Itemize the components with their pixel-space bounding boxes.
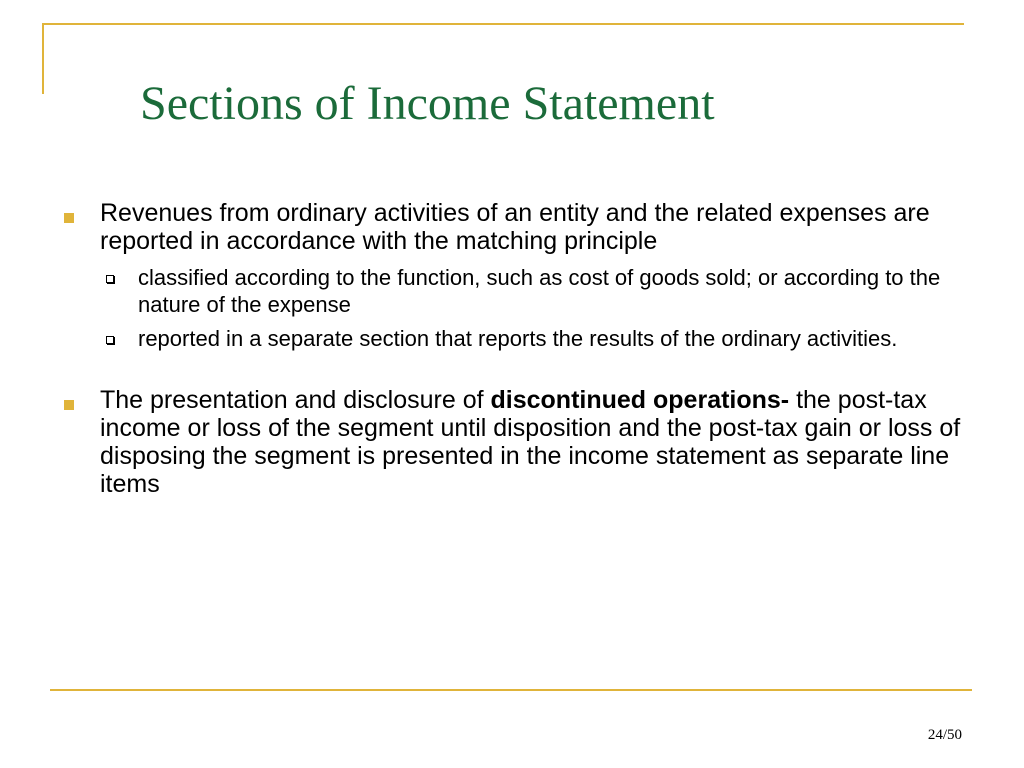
left-border-line (42, 23, 44, 94)
bullet-text: Revenues from ordinary activities of an entity and the related expenses are reported in accordance with the matching principle (100, 199, 930, 255)
bullet-item-1 (100, 199, 970, 255)
top-border-line (42, 23, 964, 25)
sub-bullet-text: classified according to the function, such as cost of goods sold; or according to the nature of the expense (138, 265, 941, 317)
hollow-square-bullet-icon (106, 275, 114, 283)
sub-bullet-text: reported in a separate section that reports the results of the ordinary activities. (138, 326, 898, 351)
sub-bullet-item-1 (138, 264, 973, 318)
bullet-text-prefix: The presentation and disclosure of (100, 386, 491, 414)
hollow-square-bullet-icon (106, 336, 114, 344)
page-number: 24/50 (927, 727, 962, 743)
square-bullet-icon (64, 213, 74, 223)
bottom-border-line (50, 689, 972, 691)
bullet-item-2 (100, 386, 970, 498)
slide-title: Sections of Income Statement (140, 77, 715, 130)
bullet-text-suffix: the post-tax income or loss of the segment until disposition and the post-tax gain or loss of disposing the segment is presented in the income statement as separate line items (100, 386, 961, 498)
square-bullet-icon (64, 400, 74, 410)
bold-term: discontinued operations- (490, 386, 790, 414)
bullet-text (100, 386, 970, 498)
sub-bullet-item-2 (138, 325, 973, 352)
